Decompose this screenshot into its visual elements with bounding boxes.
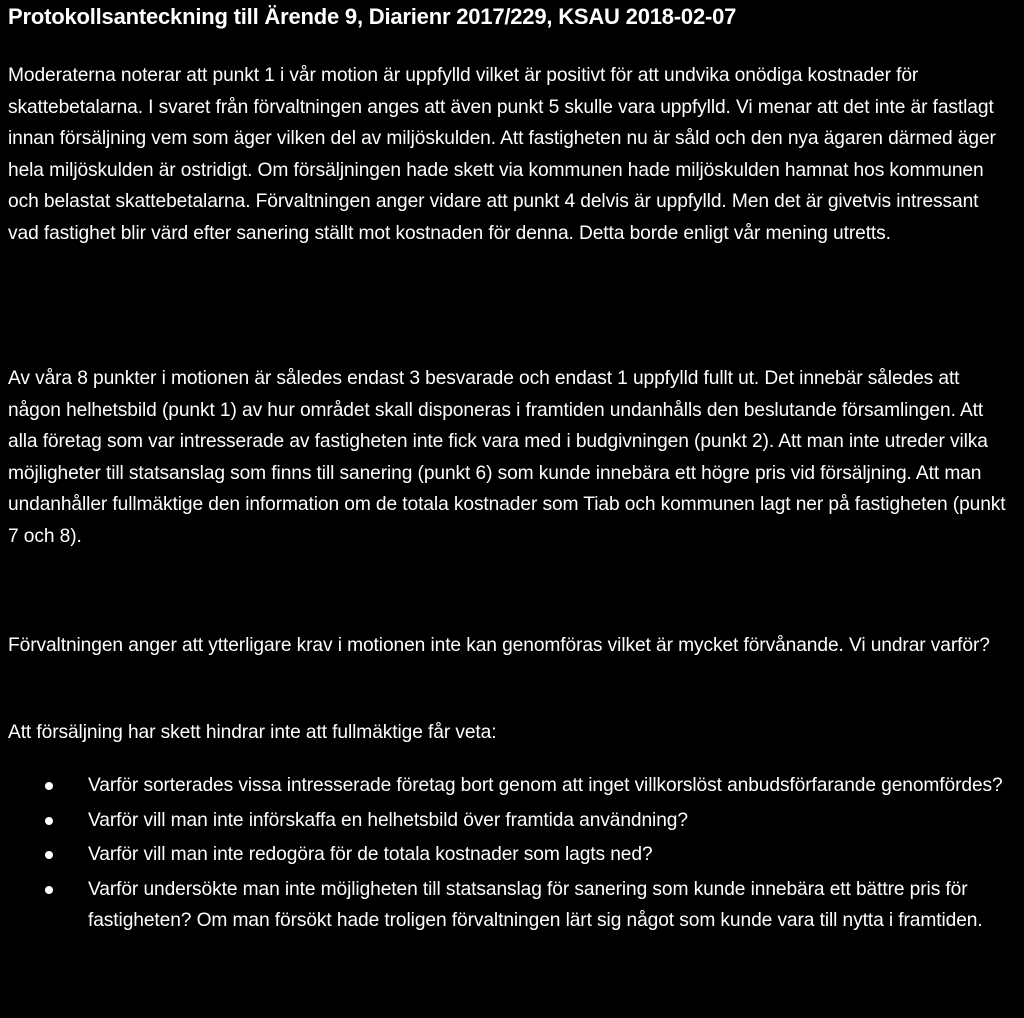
bullet-icon xyxy=(45,782,53,790)
list-item-text: Varför undersökte man inte möjligheten till statsanslag för sanering som kunde innebära ett bättre pris för fastigheten? Om man försökt hade troligen förvaltningen lärt sig något som kunde vara till nytta i framtiden. xyxy=(88,878,983,931)
bullet-icon xyxy=(45,886,53,894)
list-item xyxy=(8,839,1008,871)
document-title: Protokollsanteckning till Ärende 9, Diarienr 2017/229, KSAU 2018-02-07 xyxy=(8,4,737,29)
paragraph-4: Att försäljning har skett hindrar inte att fullmäktige får veta: xyxy=(8,722,497,743)
bullet-icon xyxy=(45,817,53,825)
list-item xyxy=(8,805,1008,837)
list-item xyxy=(8,770,1008,802)
bullet-icon xyxy=(45,851,53,859)
list-item-text: Varför vill man inte redogöra för de totala kostnader som lagts ned? xyxy=(88,844,653,865)
question-list xyxy=(8,770,1016,940)
paragraph-3: Förvaltningen anger att ytterligare krav i motionen inte kan genomföras vilket är mycket förvånande. Vi undrar varför? xyxy=(8,635,990,656)
list-item-text: Varför vill man inte införskaffa en helhetsbild över framtida användning? xyxy=(88,809,688,831)
list-item xyxy=(8,874,1008,937)
list-item-text: Varför sorterades vissa intresserade företag bort genom att inget villkorslöst anbudsförfarande genomfördes? xyxy=(88,775,1003,796)
paragraph-1: Moderaterna noterar att punkt 1 i vår motion är uppfylld vilket är positivt för att undvika onödiga kostnader för skattebetalarna. I svaret från förvaltningen anges att även punkt 5 skulle vara uppfylld. Vi menar att det inte är fastlagt innan försäljning vem som äger vilken del av miljöskulden. Att fastigheten nu är såld och den nya ägaren därmed äger hela miljöskulden är ostridigt. Om försäljningen hade skett via kommunen hade miljöskulden hamnat hos kommunen och belastat skattebetalarna. Förvaltningen anger vidare att punkt 4 delvis är uppfylld. Men det är givetvis intressant vad fastighet blir värd efter sanering ställt mot kostnaden för denna. Detta borde enligt vår mening utretts. xyxy=(8,65,996,244)
paragraph-2: Av våra 8 punkter i motionen är således endast 3 besvarade och endast 1 uppfylld fullt ut. Det innebär således att någon helhetsbild (punkt 1) av hur området skall disponeras i framtiden undanhålls den beslutande församlingen. Att alla företag som var intresserade av fastigheten inte fick vara med i budgivningen (punkt 2). Att man inte utreder vilka möjligheter till statsanslag som finns till sanering (punkt 6) som kunde innebära ett högre pris vid försäljning. Att man undanhåller fullmäktige den information om de totala kostnader som Tiab och kommunen lagt ner på fastigheten (punkt 7 och 8). xyxy=(8,368,1006,547)
